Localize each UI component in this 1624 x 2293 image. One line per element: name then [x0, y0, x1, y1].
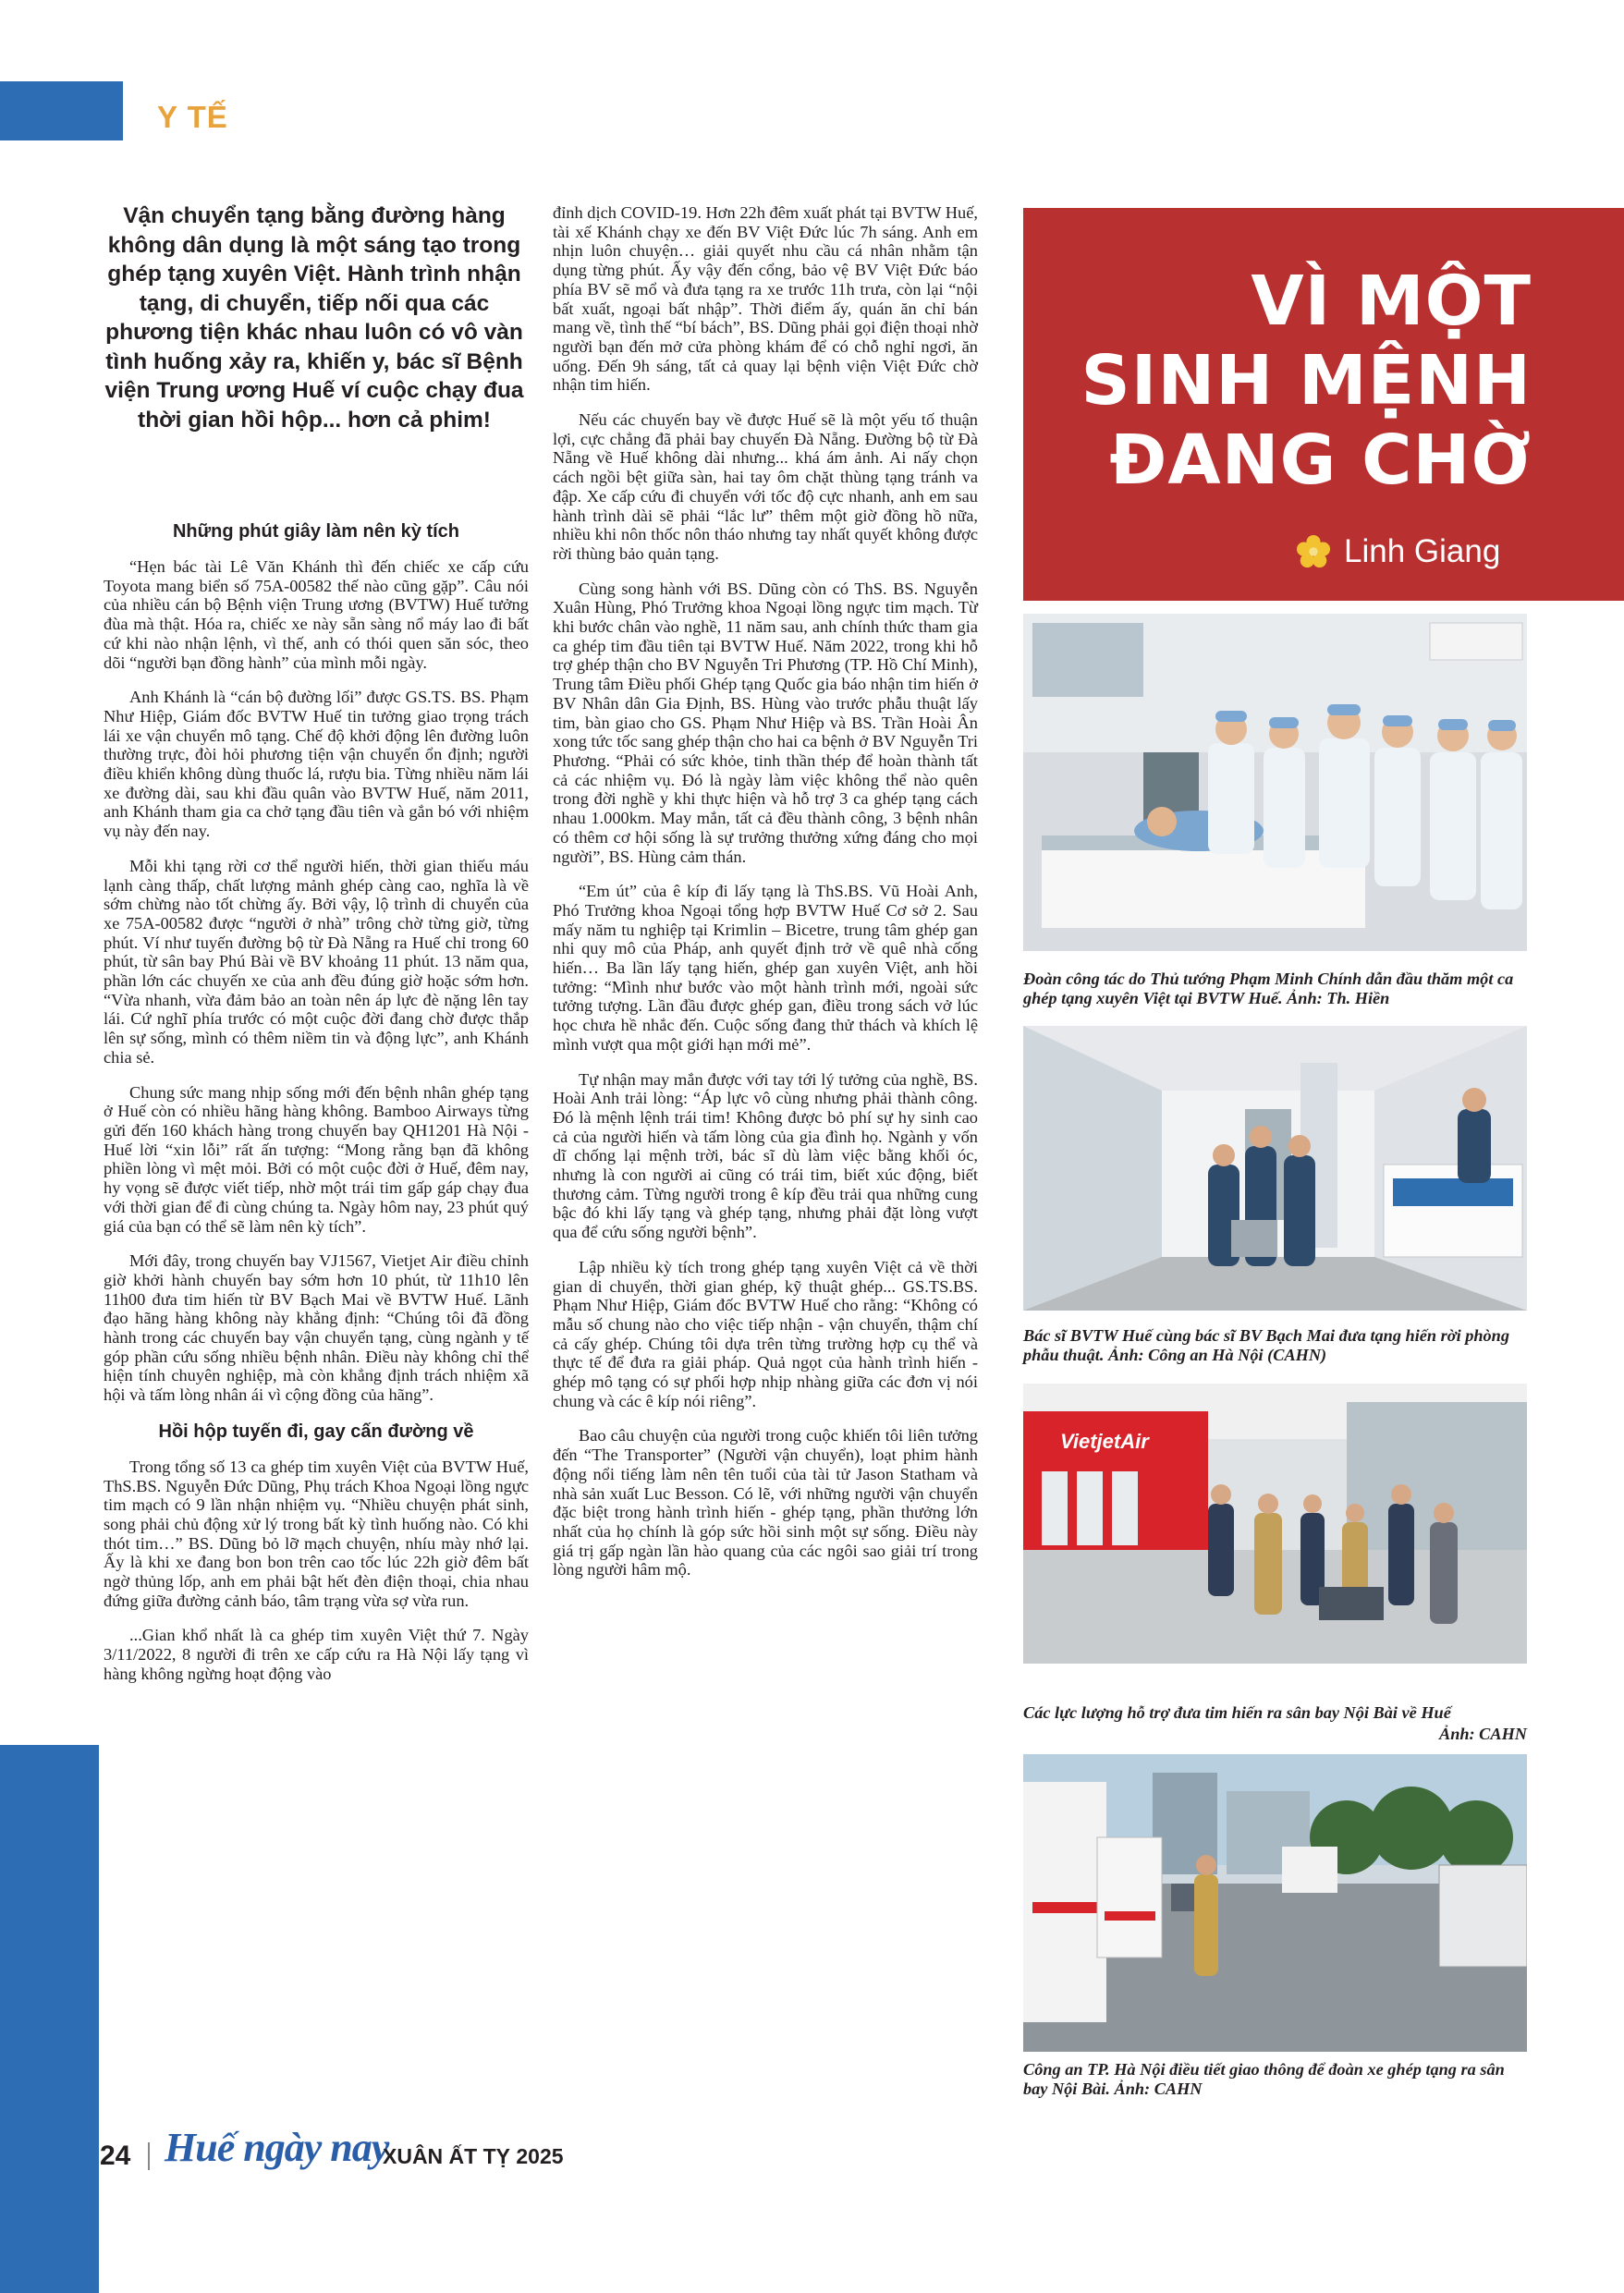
title-line: SINH MỆNH — [1081, 341, 1532, 421]
paragraph: Chung sức mang nhịp sống mới đến bệnh nhân ghép tạng ở Huế còn có nhiều hãng hàng không. Bamboo Airways từng gửi đến 160 khách hàng trong chuyến bay QH1201 Hà Nội - Huế lời “xin lỗi” rất ấn tượng: “Mong rằng bạn đã không phiền lòng vì mệt mỏi. Bởi có một cuộc đời ở Huế, đêm nay, hy vọng sẽ được viết tiếp, nhờ một trái tim gấp gáp chạy đua với thời gian để đi cùng chúng ta. Ngày hôm nay, 23 phút quý giá của bạn có thể sẽ làm nên kỳ tích”. — [104, 1082, 529, 1236]
photo-caption: Bác sĩ BVTW Huế cùng bác sĩ BV Bạch Mai đưa tạng hiến rời phòng phẫu thuật. Ảnh: Công an Hà Nội (CAHN) — [1023, 1326, 1509, 1364]
paragraph: Nếu các chuyến bay về được Huế sẽ là một yếu tố thuận lợi, cực chẳng đã phải bay chuyến Đà Nẵng. Đường bộ từ Đà Nẵng về Huế không dài nhưng... khá ám ảnh. Ai nấy chọn cách ngồi bệt giữa sàn, hai tay ôm chặt thùng tạng tránh va đập. Xe cấp cứu đi chuyển với tốc độ cực nhanh, anh em sau hành trình dài sẽ phải “lắc lư” thêm một giờ đồng hồ nữa, nhiều khi nôn thốc nôn tháo nhưng tay nhất quyết không được rời thùng bảo quản tạng. — [553, 410, 978, 563]
paragraph: Mỗi khi tạng rời cơ thể người hiến, thời gian thiếu máu lạnh càng thấp, chất lượng mảnh ghép càng cao, nghĩa là về sớm chừng nào tốt chừng ấy. Bởi vậy, lộ trình di chuyển của xe 75A-00582 được “người ở nhà” trông chờ từng giờ, từng phút. Ví như tuyến đường bộ từ Đà Nẵng ra Huế chỉ trong 60 phút, từ sân bay Phú Bài về BV khoảng 11 phút. 13 năm qua, phần lớn các chuyến xe của anh đều đúng giờ hoặc sớm hơn. “Vừa nhanh, vừa đảm bảo an toàn nên áp lực đè nặng lên tay lái. Cứ nghĩ phía trước có một cuộc đời đang chờ được thắp lên sự sống, mình có thêm niềm tin và động lực”, anh Khánh chia sẻ. — [104, 856, 529, 1067]
corridor-image — [1023, 1026, 1527, 1311]
author-byline — [1296, 533, 1500, 570]
author-name: Linh Giang — [1344, 533, 1501, 569]
vietjet-sign: VietjetAir — [1060, 1430, 1149, 1453]
photo-airport — [1023, 1384, 1527, 1664]
issue-label: XUÂN ẤT TỴ 2025 — [383, 2144, 564, 2168]
paragraph: Cùng song hành với BS. Dũng còn có ThS. BS. Nguyễn Xuân Hùng, Phó Trưởng khoa Ngoại lồng ngực tim mạch. Từ khi bước chân vào nghề, 11 năm sau, anh chính thức tham gia ca ghép tim đầu tiên tại BVTW Huế. Năm 2022, trong khi hỗ trợ ghép thận cho BV Nguyễn Tri Phương (TP. Hồ Chí Minh), Trung tâm Điều phối Ghép tạng Quốc gia báo nhận tim hiến ở BV Nhân dân Gia Định, BS. Hùng vào trước phẫu thuật lấy tim, bàn giao cho GS. Phạm Như Hiệp và BS. Trần Hoài Ân xong tức tốc sang ghép thận cho hai ca bệnh ở BV Nguyễn Tri Phương. “Phải có sức khỏe, tinh thần thép để hoàn thành tất cả các nhiệm vụ. Đó là ngày làm việc không thể nào quên trong đời nghề y khi thực hiện và hỗ trợ 3 ca ghép tạng cách nhau 1.000km. May mắn, tất cả đều thành công, 3 bệnh nhân có thêm cơ hội sống là sự trưởng thưởng xứng đáng cho mọi người”, BS. Hùng cảm thán. — [553, 579, 978, 866]
street-image — [1023, 1754, 1527, 2052]
footer-divider — [148, 2142, 150, 2170]
lead-paragraph: Vận chuyển tạng bằng đường hàng không dân dụng là một sáng tạo trong ghép tạng xuyên Việt. Hành trình nhận tạng, di chuyển, tiếp nối qua các phương tiện khác nhau luôn có vô vàn tình huống xảy ra, khiến y, bác sĩ Bệnh viện Trung ương Huế ví cuộc chạy đua thời gian hồi hộp... hơn cả phim! — [104, 203, 524, 433]
photo-caption: Đoàn công tác do Thủ tướng Phạm Minh Chính dẫn đầu thăm một ca ghép tạng xuyên Việt tại BVTW Huế. Ảnh: Th. Hiền — [1023, 970, 1514, 1007]
article-column-2 — [553, 203, 978, 1595]
section-label: Y TẾ — [157, 100, 228, 134]
paragraph: đỉnh dịch COVID-19. Hơn 22h đêm xuất phát tại BVTW Huế, tài xế Khánh chạy xe đến BV Việt Đức lúc 7h sáng. Anh em nhịn luôn chuyện… giải quyết nhu cầu cá nhân nhằm tận dụng từng phút. Ấy vậy đến cổng, bảo vệ BV Việt Đức báo phía BV sẽ mổ và đưa tạng ra xe trước 11h trưa, còn lại “nội bất xuất, ngoại bất nhập”. Thời điểm ấy, quán ăn chỉ bán mang về, tình thế “bí bách”, BS. Dũng phải gọi điện thoại nhờ người bạn đến mở cửa phòng khám để có chỗ nghỉ ngơi, ăn uống. Đến 9h sáng, tất cả quay lại bệnh viện Việt Đức chờ nhận tim hiến. — [553, 203, 978, 395]
flower-icon — [1296, 534, 1331, 569]
page-number: 24 — [100, 2141, 131, 2171]
photo-caption: Công an TP. Hà Nội điều tiết giao thông để đoàn xe ghép tạng ra sân bay Nội Bài. Ảnh: CAHN — [1023, 2060, 1505, 2098]
paragraph: ...Gian khổ nhất là ca ghép tim xuyên Việt thứ 7. Ngày 3/11/2022, 8 người đi trên xe cấp cứu ra Hà Nội lấy tạng vì hàng không ngừng hoạt động vào — [104, 1626, 529, 1683]
paragraph: Trong tổng số 13 ca ghép tim xuyên Việt của BVTW Huế, ThS.BS. Nguyễn Đức Dũng, Phụ trách Khoa Ngoại lồng ngực tim mạch có 9 lần nhận nhiệm vụ. “Nhiều chuyện phát sinh, song phải chủ động xử lý trong bất kỳ tình huống nào. Có khi thót tim…” BS. Dũng bỏ lỡ mạch chuyện, nhíu mày nhớ lại. Ấy là khi xe đang bon bon trên cao tốc lúc 22h giờ đêm bất ngờ thủng lốp, anh em phải bật hết đèn điện thoại, chia nhau đứng giữa đường cảnh báo, tâm trạng vừa sợ vừa run. — [104, 1457, 529, 1610]
paragraph: Mới đây, trong chuyến bay VJ1567, Vietjet Air điều chỉnh giờ khởi hành chuyến bay sớm hơn 10 phút, từ 11h10 lên 11h00 đưa tim hiến từ BV Bạch Mai về BVTW Huế. Lãnh đạo hãng hàng không này khẳng định: “Chúng tôi đã đồng hành trong các chuyến bay vận chuyển tạng, cùng ngành y tế góp phần cứu sống nhiều bệnh nhân. Điều này không chỉ thể hiện tính chuyên nghiệp, mà còn khẳng định trách nhiệm xã hội và tấm lòng nhân ái vì cộng đồng của hãng”. — [104, 1251, 529, 1405]
footer-color-strip — [0, 1745, 99, 2293]
paragraph: “Hẹn bác tài Lê Văn Khánh thì đến chiếc xe cấp cứu Toyota mang biển số 75A-00582 thế nào cũng gặp”. Câu nói của nhiều cán bộ Bệnh viện Trung ương (BVTW) Huế tưởng đùa mà thật. Hóa ra, chiếc xe này sẵn sàng nổ máy lao đi bất cứ khi nào nhận lệnh, vì thế, anh có thói quen săn sóc, theo dõi “người bạn đồng hành” của mình mỗi ngày. — [104, 557, 529, 672]
subheading-1: Những phút giây làm nên kỳ tích — [172, 521, 460, 542]
photo-hospital-visit — [1023, 614, 1527, 951]
hospital-visit-image — [1023, 614, 1527, 951]
header-color-block — [0, 81, 123, 140]
title-line: VÌ MỘT — [1251, 262, 1532, 341]
paragraph: Bao câu chuyện của người trong cuộc khiến tôi liên tưởng đến “The Transporter” (Người vận chuyển), loạt phim hành động nổi tiếng làm nên tên tuổi của tài tử Jason Statham và nhà sản xuất Luc Besson. Có lẽ, với những người vận chuyển đặc biệt trong hành trình hiến - ghép tạng, phần thưởng lớn nhất của họ chính là góp sức hồi sinh một sự sống. Điều này giá trị gấp ngàn lần hào quang của các ngôi sao giải trí trong lòng người hâm mộ. — [553, 1426, 978, 1579]
airport-image — [1023, 1384, 1527, 1664]
paragraph: Tự nhận may mắn được với tay tới lý tưởng của nghề, BS. Hoài Anh trải lòng: “Áp lực vô cùng nhưng phải thành công. Đó là mệnh lệnh trái tim! Không được bỏ phí sự hy sinh cao cả của người hiến và tấm lòng của gia đình họ. Ngành y vốn dĩ chống lại mệnh trời, bác sĩ dù làm việc bằng khối óc, nhưng là con người ai cũng có trái tim, biết xúc động, biết thương cảm. Từng người trong ê kíp đều trải qua những cung bậc đó khi lấy tạng và ghép tạng, nhưng phải đặt lòng vượt qua để cứu sống người bệnh”. — [553, 1069, 978, 1242]
photo-credit: Ảnh: CAHN — [1439, 1725, 1527, 1743]
paragraph: Lập nhiều kỳ tích trong ghép tạng xuyên Việt cả về thời gian di chuyển, thời gian ghép, kỹ thuật ghép... GS.TS.BS. Phạm Như Hiệp, Giám đốc BVTW Huế cho rằng: “Không có mẫu số chung nào cho việc tiếp nhận - vận chuyển, thậm chí cả cấy ghép. Chúng tôi dựa trên từng trường hợp cụ thể và thực tế để đưa ra giải pháp. Quả ngọt của hành trình hiến - ghép mô tạng có sự phối hợp nhịp nhàng giữa các đơn vị nói chung và các ê kíp nói riêng”. — [553, 1257, 978, 1410]
article-column-1 — [104, 520, 529, 1700]
photo-street — [1023, 1754, 1527, 2052]
subheading-2: Hồi hộp tuyến đi, gay cấn đường về — [158, 1421, 474, 1442]
paragraph: Anh Khánh là “cán bộ đường lối” được GS.TS. BS. Phạm Như Hiệp, Giám đốc BVTW Huế tin tưởng giao trọng trách lái xe vận chuyển mô tạng. Chế độ khởi động lên đường luôn thường trực, đòi hỏi phương tiện vận chuyển ổn định; người điều khiển không dùng thuốc lá, rượu bia. Từng nhiều năm lái xe đường dài, sau khi đầu quân vào BVTW Huế, năm 2011, anh Khánh tham gia ca chở tạng đầu tiên và gắn bó với nhiệm vụ này đến nay. — [104, 688, 529, 841]
photo-caption: Các lực lượng hỗ trợ đưa tim hiến ra sân bay Nội Bài về Huế — [1023, 1703, 1451, 1722]
paragraph: “Em út” của ê kíp đi lấy tạng là ThS.BS. Vũ Hoài Anh, Phó Trưởng khoa Ngoại tổng hợp BVTW Huế Cơ sở 2. Sau mấy năm tu nghiệp tại Krimlin – Bicetre, trung tâm ghép gan nhi quy mô của Pháp, anh quyết định trở về quê nhà cống hiến… Ba lần lấy tạng hiến, ghép gan xuyên Việt, anh hồi tưởng: “Mình như bước vào một hành trình mới, ngoài sức tưởng tượng. Lần đầu được ghép gan, điều trong sách vở lúc học chưa hề nhắc đến. Cuộc sống đang thử thách và khích lệ mình vượt qua một giới hạn mới mẻ”. — [553, 882, 978, 1054]
article-title — [1081, 262, 1532, 500]
magazine-masthead: Huế ngày nay — [165, 2125, 389, 2170]
photo-corridor — [1023, 1026, 1527, 1311]
title-box — [1023, 208, 1624, 601]
title-line: ĐANG CHỜ — [1109, 421, 1532, 500]
